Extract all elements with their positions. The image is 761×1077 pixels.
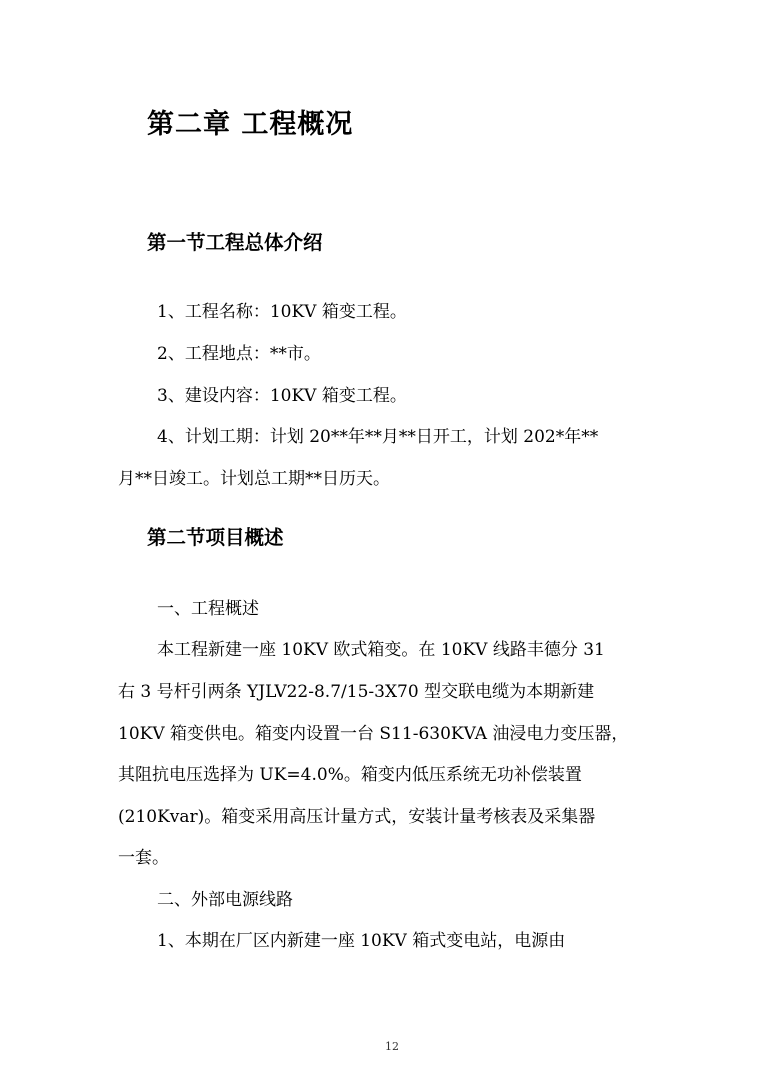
paragraph-line: 本工程新建一座 10KV 欧式箱变。在 10KV 线路丰德分 31 bbox=[157, 640, 605, 660]
section-heading-1: 第一节工程总体介绍 bbox=[147, 231, 323, 254]
paragraph-line: 右 3 号杆引两条 YJLV22-8.7/15-3X70 型交联电缆为本期新建 bbox=[118, 682, 595, 702]
list-item: 4、计划工期：计划 20**年**月**日开工，计划 202*年** bbox=[157, 427, 599, 447]
paragraph-line: 10KV 箱变供电。箱变内设置一台 S11-630KVA 油浸电力变压器， bbox=[118, 724, 629, 744]
chapter-title: 第二章 工程概况 bbox=[147, 109, 354, 140]
list-item: 2、工程地点：**市。 bbox=[157, 344, 321, 364]
paragraph-line: 一套。 bbox=[118, 848, 169, 868]
subsection-heading: 一、工程概述 bbox=[157, 599, 259, 619]
paragraph-line: (210Kvar)。箱变采用高压计量方式，安装计量考核表及采集器 bbox=[118, 807, 596, 827]
paragraph-line: 其阻抗电压选择为 UK=4.0%。箱变内低压系统无功补偿装置 bbox=[118, 765, 582, 785]
page-number: 12 bbox=[385, 1040, 399, 1053]
paragraph-line: 1、本期在厂区内新建一座 10KV 箱式变电站，电源由 bbox=[157, 931, 566, 951]
section-heading-2: 第二节项目概述 bbox=[147, 526, 284, 549]
list-item-continuation: 月**日竣工。计划总工期**日历天。 bbox=[118, 469, 390, 489]
subsection-heading: 二、外部电源线路 bbox=[157, 890, 293, 910]
list-item: 1、工程名称：10KV 箱变工程。 bbox=[157, 302, 407, 322]
list-item: 3、建设内容：10KV 箱变工程。 bbox=[157, 386, 407, 406]
